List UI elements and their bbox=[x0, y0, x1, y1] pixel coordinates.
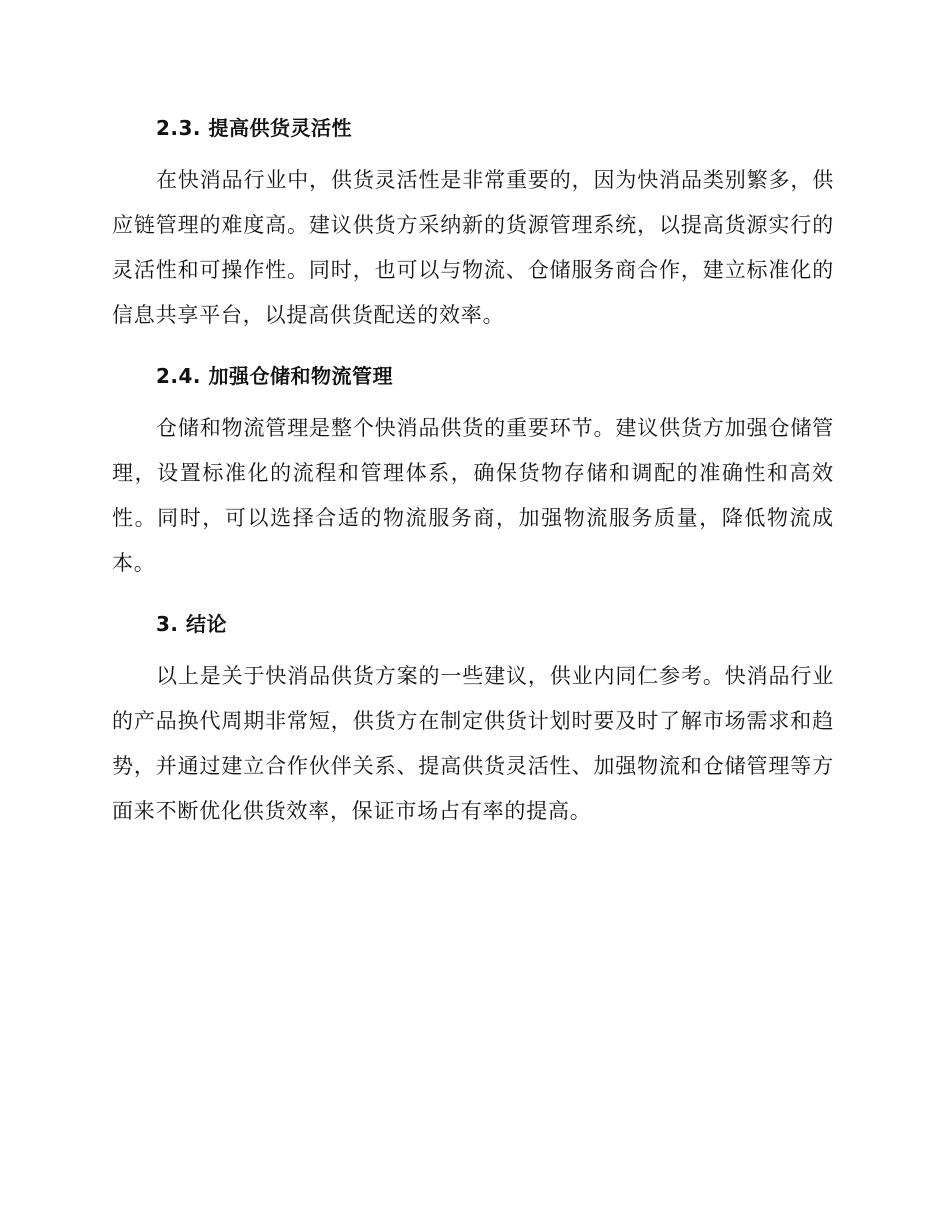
section-heading: 2.3. 提高供货灵活性 bbox=[156, 116, 352, 140]
section-paragraph: 在快消品行业中，供货灵活性是非常重要的，因为快消品类别繁多，供应链管理的难度高。建议供货方采纳新的货源管理系统，以提高货源实行的灵活性和可操作性。同时，也可以与物流、仓储服务商合作，建立标准化的信息共享平台，以提高供货配送的效率。 bbox=[112, 168, 834, 327]
section-heading: 2.4. 加强仓储和物流管理 bbox=[156, 364, 393, 388]
document-page bbox=[112, 112, 834, 856]
section-heading: 3. 结论 bbox=[156, 612, 227, 636]
section-warehouse-logistics bbox=[112, 360, 834, 586]
section-supply-flexibility bbox=[112, 112, 834, 338]
section-paragraph: 仓储和物流管理是整个快消品供货的重要环节。建议供货方加强仓储管理，设置标准化的流程和管理体系，确保货物存储和调配的准确性和高效性。同时，可以选择合适的物流服务商，加强物流服务质量，降低物流成本。 bbox=[112, 416, 834, 575]
section-conclusion bbox=[112, 608, 834, 834]
section-paragraph: 以上是关于快消品供货方案的一些建议，供业内同仁参考。快消品行业的产品换代周期非常短，供货方在制定供货计划时要及时了解市场需求和趋势，并通过建立合作伙伴关系、提高供货灵活性、加强物流和仓储管理等方面来不断优化供货效率，保证市场占有率的提高。 bbox=[112, 664, 834, 823]
